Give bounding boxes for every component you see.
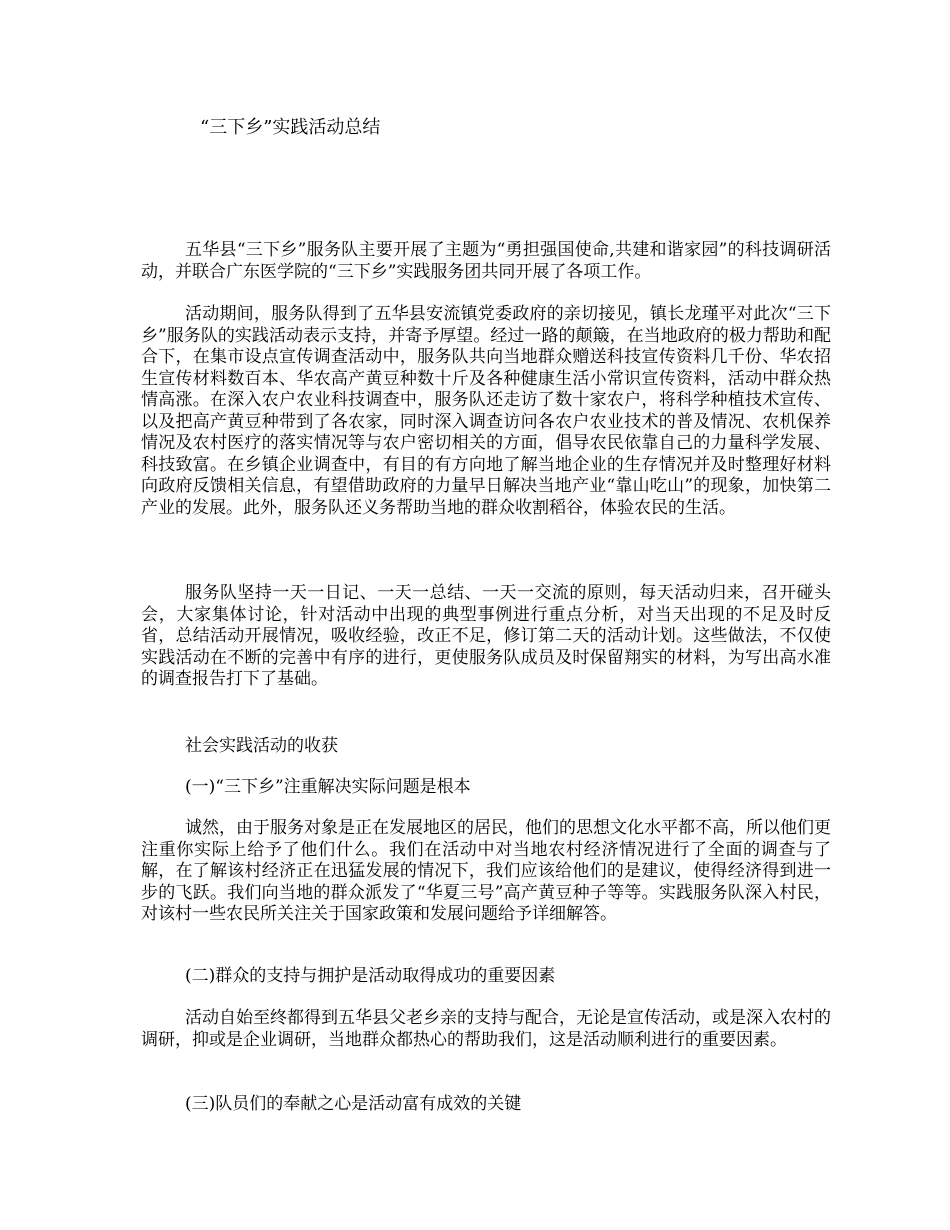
subheading-3: (三)队员们的奉献之心是活动富有成效的关键 — [185, 1094, 522, 1114]
subheading-2: (二)群众的支持与拥护是活动取得成功的重要因素 — [185, 966, 556, 986]
section-heading-harvest: 社会实践活动的收获 — [185, 736, 338, 756]
intro-paragraph: 五华县“三下乡”服务队主要开展了主题为“勇担强国使命,共建和谐家园”的科技调研活动，并联合广东医学院的“三下乡”实践服务团共同开展了各项工作。 — [141, 240, 831, 282]
activity-paragraph: 活动期间，服务队得到了五华县安流镇党委政府的亲切接见，镇长龙瑾平对此次“三下乡”服务队的实践活动表示支持，并寄予厚望。经过一路的颠簸，在当地政府的极力帮助和配合下，在集市设点宣传调查活动中，服务队共向当地群众赠送科技宣传资料几千份、华农招生宣传材料数百本、华农高产黄豆种数十斤及各种健康生活小常识宣传资料，活动中群众热情高涨。在深入农户农业科技调查中，服务队还走访了数十家农户，将科学种植技术宣传、以及把高产黄豆种带到了各农家，同时深入调查访问各农户农业技术的普及情况、农机保养情况及农村医疗的落实情况等与农户密切相关的方面，倡导农民依靠自己的力量科学发展、科技致富。在乡镇企业调查中，有目的有方向地了解当地企业的生存情况并及时整理好材料向政府反馈相关信息，有望借助政府的力量早日解决当地产业“靠山吃山”的现象，加快第二产业的发展。此外，服务队还义务帮助当地的群众收割稻谷，体验农民的生活。 — [141, 304, 831, 518]
document-title: “三下乡”实践活动总结 — [200, 117, 381, 138]
principle-paragraph: 服务队坚持一天一日记、一天一总结、一天一交流的原则，每天活动归来，召开碰头会，大家集体讨论，针对活动中出现的典型事例进行重点分析，对当天出现的不足及时反省，总结活动开展情况，吸收经验，改正不足，修订第二天的活动计划。这些做法，不仅使实践活动在不断的完善中有序的进行，更使服务队成员及时保留翔实的材料，为写出高水准的调查报告打下了基础。 — [141, 583, 831, 689]
subheading-1: (一)“三下乡”注重解决实际问题是根本 — [185, 777, 471, 797]
subsection-2-paragraph: 活动自始至终都得到五华县父老乡亲的支持与配合，无论是宣传活动，或是深入农村的调研，抑或是企业调研，当地群众都热心的帮助我们，这是活动顺利进行的重要因素。 — [141, 1008, 831, 1050]
subsection-1-paragraph: 诚然，由于服务对象是正在发展地区的居民，他们的思想文化水平都不高，所以他们更注重你实际上给予了他们什么。我们在活动中对当地农村经济情况进行了全面的调查与了解，在了解该村经济正在迅猛发展的情况下，我们应该给他们的是建议，使得经济得到进一步的飞跃。我们向当地的群众派发了“华夏三号”高产黄豆种子等等。实践服务队深入村民，对该村一些农民所关注关于国家政策和发展问题给予详细解答。 — [141, 818, 831, 924]
